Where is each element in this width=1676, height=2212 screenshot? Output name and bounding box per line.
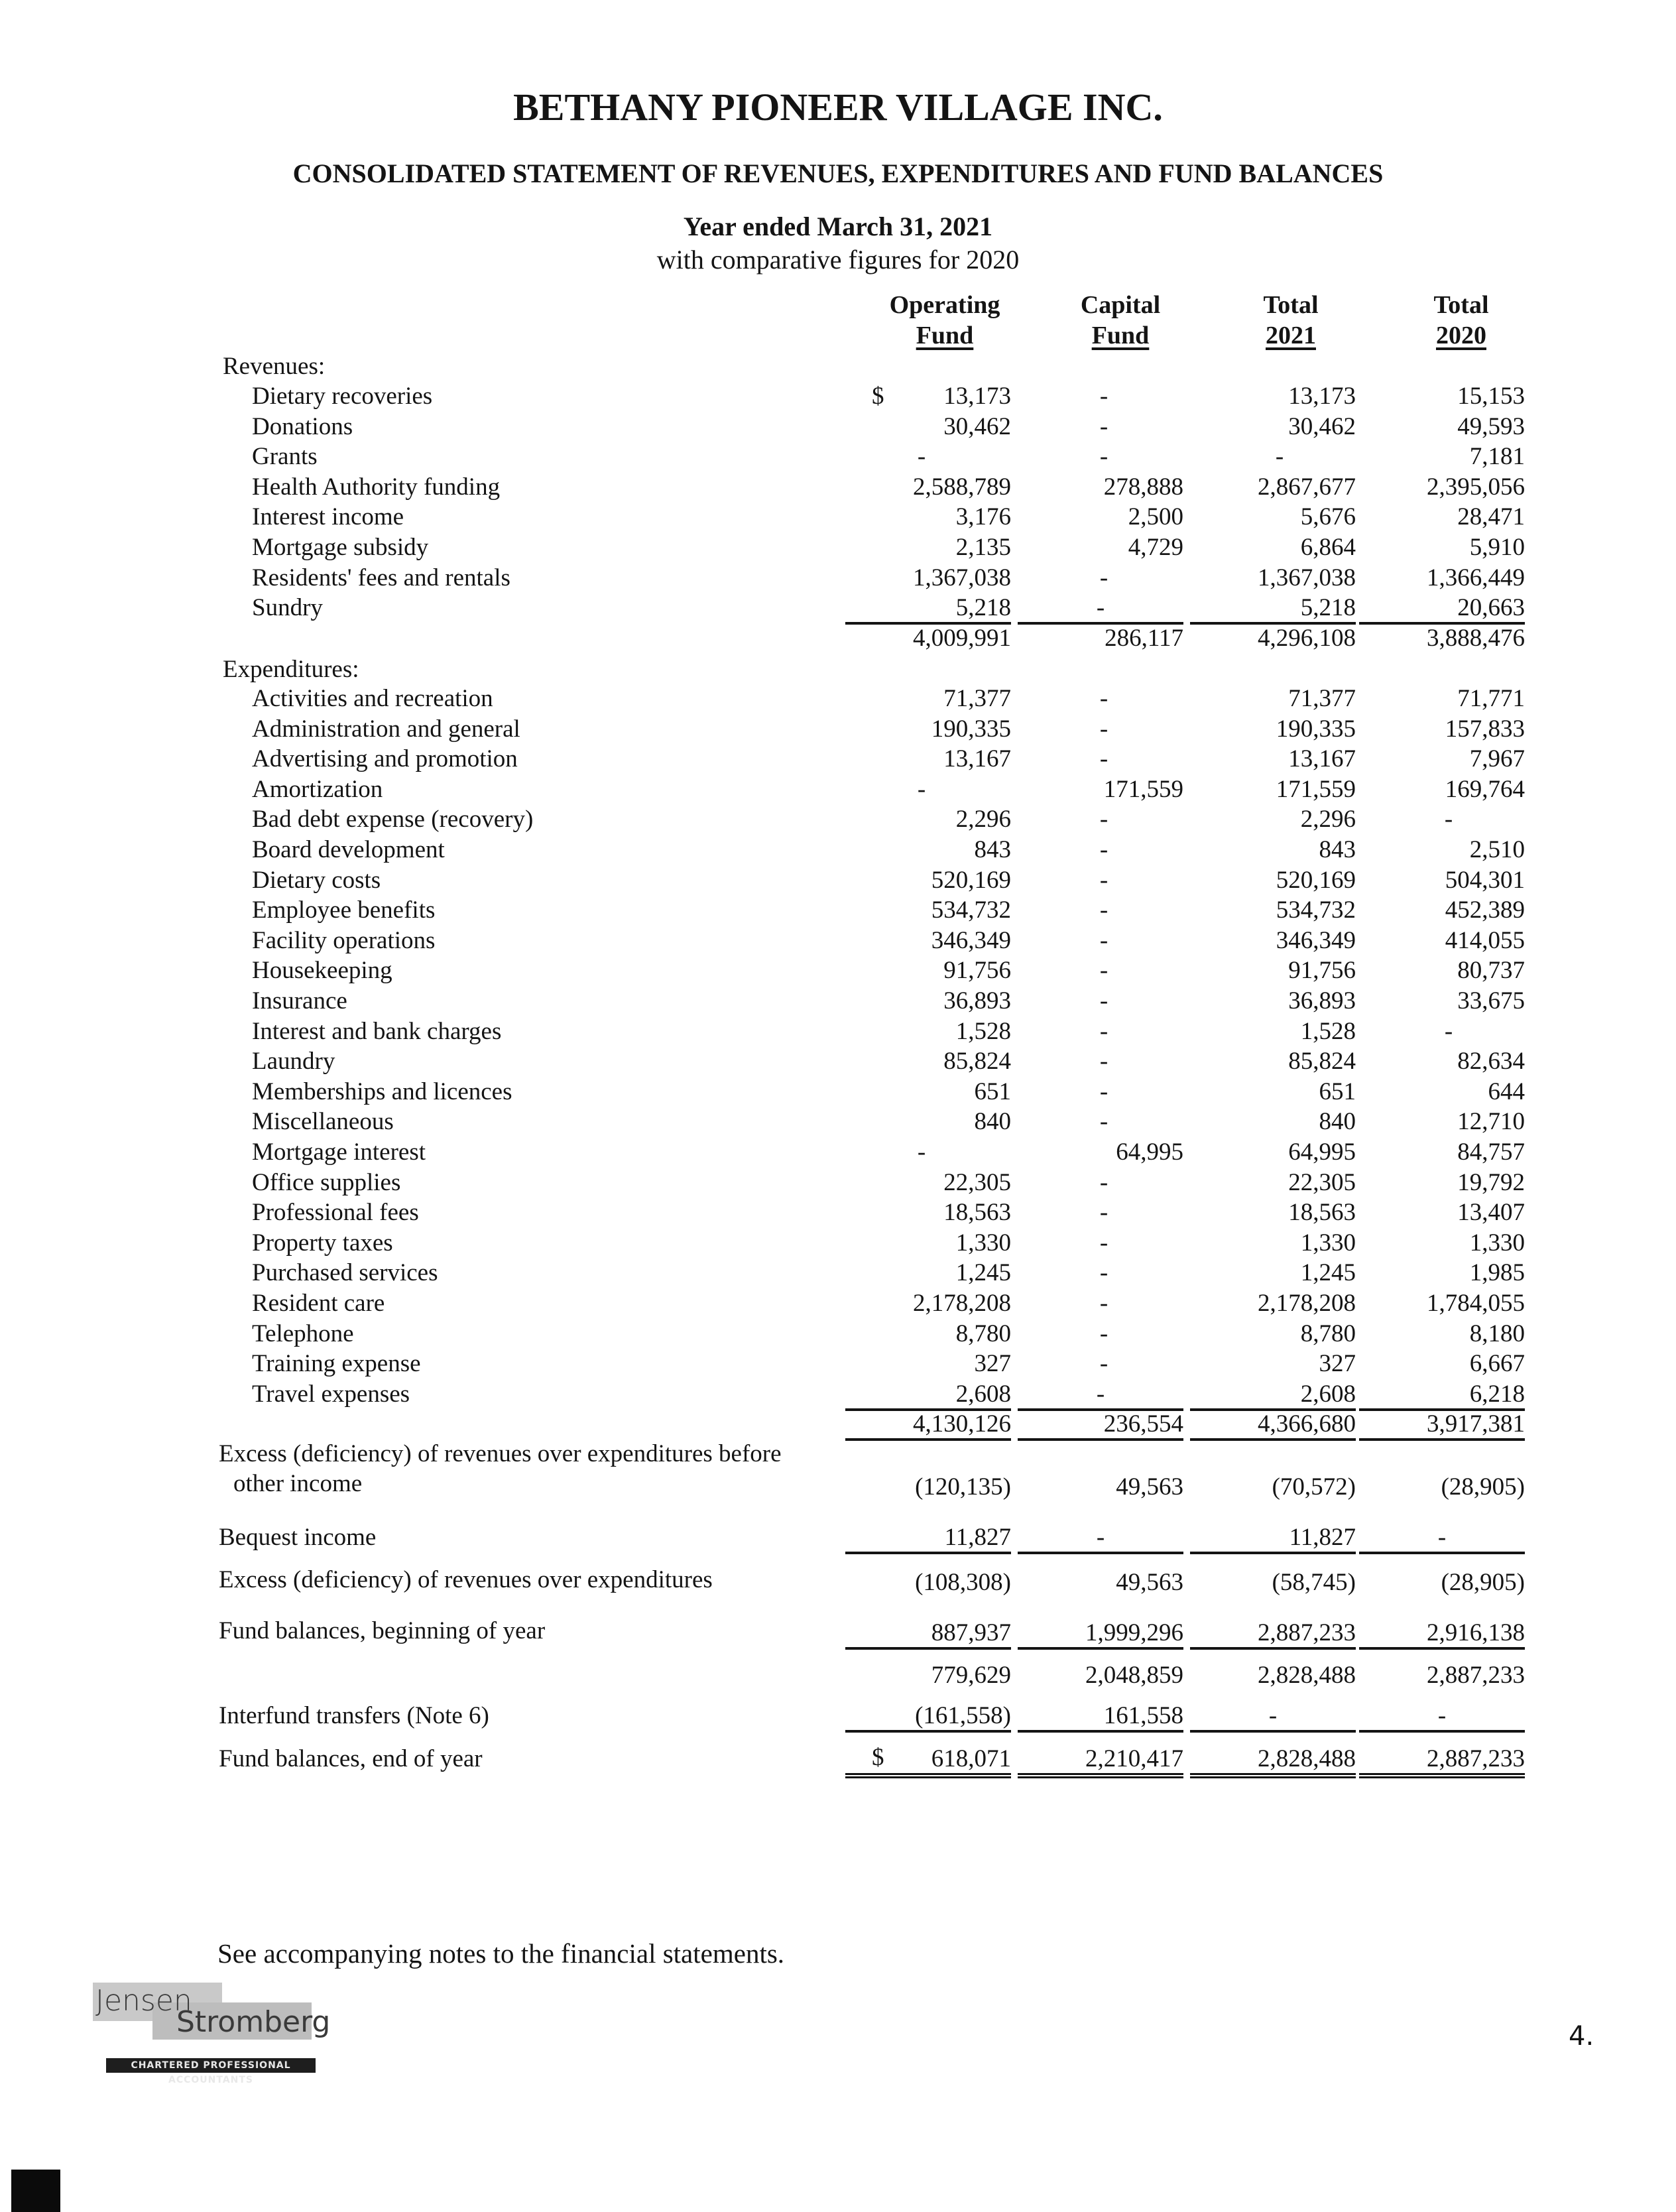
amount-cell: 1,330 — [955, 1229, 1011, 1257]
fund-balance-beginning-label: Fund balances, beginning of year — [219, 1617, 546, 1644]
column-header-line2: 2020 — [1436, 322, 1486, 349]
line-item-label: Laundry — [252, 1048, 335, 1075]
amount-cell: 4,729 — [1128, 534, 1183, 561]
excess-label: Excess (deficiency) of revenues over expenditures — [219, 1566, 713, 1593]
amount-cell: 534,732 — [1276, 896, 1356, 924]
amount-cell: 327 — [974, 1350, 1011, 1378]
line-item-label: Mortgage subsidy — [252, 534, 429, 561]
line-item-label: Activities and recreation — [252, 685, 493, 712]
amount-cell: - — [1359, 1522, 1525, 1554]
amount-cell: (108,308) — [915, 1569, 1011, 1596]
amount-cell: 2,916,138 — [1359, 1618, 1525, 1650]
amount-cell: 286,117 — [1105, 624, 1183, 652]
amount-cell: - — [1275, 443, 1284, 471]
section-heading-expenditures: Expenditures: — [223, 656, 359, 684]
amount-cell: 13,407 — [1457, 1199, 1525, 1227]
logo-word-stromberg: Stromberg — [176, 2005, 331, 2039]
amount-cell: 13,173 — [1288, 383, 1356, 410]
amount-cell: 4,296,108 — [1258, 624, 1356, 652]
logo-tagline: CHARTERED PROFESSIONAL ACCOUNTANTS — [106, 2058, 316, 2073]
line-item-label: Miscellaneous — [252, 1108, 394, 1136]
amount-cell: - — [1099, 1290, 1108, 1317]
line-item-label: Employee benefits — [252, 896, 436, 924]
excess-before-other-income-label: Excess (deficiency) of revenues over expenditures before — [219, 1440, 782, 1467]
amount-cell: 71,377 — [1288, 685, 1356, 712]
line-item-label: Housekeeping — [252, 957, 392, 985]
amount-cell: 15,153 — [1457, 383, 1525, 410]
amount-cell: 91,756 — [943, 957, 1011, 985]
amount-cell: 4,009,991 — [913, 624, 1011, 652]
amount-cell: 190,335 — [1276, 715, 1356, 743]
amount-cell: - — [1099, 957, 1108, 985]
amount-cell: 5,218 — [1190, 593, 1356, 625]
amount-cell: 8,780 — [955, 1320, 1011, 1347]
amount-cell: 843 — [1319, 836, 1356, 863]
amount-cell: (161,558) — [845, 1701, 1011, 1733]
amount-cell: 157,833 — [1445, 715, 1525, 743]
amount-cell: 618,071 — [845, 1744, 1011, 1778]
amount-cell: 2,510 — [1469, 836, 1525, 863]
amount-cell: 1,985 — [1469, 1259, 1525, 1287]
amount-cell: (28,905) — [1441, 1569, 1525, 1596]
amount-cell: 346,349 — [931, 926, 1011, 954]
amount-cell: 2,828,488 — [1258, 1662, 1356, 1689]
amount-cell: - — [1099, 926, 1108, 954]
amount-cell: 22,305 — [1288, 1168, 1356, 1196]
amount-cell: - — [917, 443, 926, 471]
amount-cell: 2,887,233 — [1190, 1618, 1356, 1650]
amount-cell: - — [1099, 1108, 1108, 1136]
amount-cell: 6,218 — [1359, 1379, 1525, 1411]
line-item-label: Amortization — [252, 775, 383, 803]
amount-cell: 7,181 — [1469, 443, 1525, 471]
scan-binding-mark — [11, 2170, 60, 2212]
amount-cell: 1,330 — [1469, 1229, 1525, 1257]
column-header-line2: Fund — [916, 322, 974, 349]
amount-cell: 171,559 — [1276, 775, 1356, 803]
amount-cell: 236,554 — [1018, 1409, 1183, 1441]
amount-cell: 11,827 — [1190, 1522, 1356, 1554]
amount-cell: 4,130,126 — [845, 1409, 1011, 1441]
line-item-label: Professional fees — [252, 1199, 419, 1227]
amount-cell: 651 — [974, 1077, 1011, 1105]
line-item-label: Office supplies — [252, 1168, 401, 1196]
amount-cell: 84,757 — [1457, 1138, 1525, 1166]
amount-cell: - — [1099, 1259, 1108, 1287]
amount-cell: 2,608 — [845, 1379, 1011, 1411]
column-header-line2: 2021 — [1266, 322, 1316, 349]
amount-cell: 520,169 — [931, 866, 1011, 894]
column-header-line2: Fund — [1091, 322, 1150, 349]
amount-cell: 1,367,038 — [913, 564, 1011, 591]
line-item-label: Interest income — [252, 503, 404, 531]
line-item-label: Bad debt expense (recovery) — [252, 806, 534, 833]
organization-name: BETHANY PIONEER VILLAGE INC. — [513, 86, 1163, 129]
amount-cell: - — [917, 1138, 926, 1166]
line-item-label: Mortgage interest — [252, 1138, 426, 1166]
amount-cell: 49,563 — [1116, 1473, 1183, 1501]
column-header-total-2021 — [1211, 290, 1370, 351]
amount-cell: - — [1099, 1199, 1108, 1227]
line-item-label: Residents' fees and rentals — [252, 564, 510, 591]
amount-cell: 30,462 — [1288, 412, 1356, 440]
amount-cell: 64,995 — [1288, 1138, 1356, 1166]
amount-cell: 85,824 — [943, 1048, 1011, 1075]
line-item-label: Facility operations — [252, 926, 436, 954]
line-item-label: Grants — [252, 443, 318, 471]
amount-cell: 2,867,677 — [1258, 473, 1356, 501]
amount-cell: - — [1099, 564, 1108, 591]
amount-cell: - — [1099, 1350, 1108, 1378]
line-item-label: Dietary recoveries — [252, 383, 433, 410]
amount-cell: 1,367,038 — [1258, 564, 1356, 591]
amount-cell: - — [1359, 1701, 1525, 1733]
column-header-total-2020 — [1382, 290, 1541, 351]
amount-cell: - — [1099, 1048, 1108, 1075]
line-item-label: Board development — [252, 836, 445, 863]
amount-cell: 85,824 — [1288, 1048, 1356, 1075]
amount-cell: 346,349 — [1276, 926, 1356, 954]
amount-cell: 1,528 — [955, 1017, 1011, 1045]
column-header-operating-fund — [865, 290, 1024, 351]
interfund-transfers-label: Interfund transfers (Note 6) — [219, 1702, 489, 1729]
fund-balance-end-label: Fund balances, end of year — [219, 1745, 483, 1772]
amount-cell: 452,389 — [1445, 896, 1525, 924]
amount-cell: 534,732 — [931, 896, 1011, 924]
amount-cell: 13,167 — [1288, 745, 1356, 773]
amount-cell: - — [1099, 1320, 1108, 1347]
line-item-label: Travel expenses — [252, 1380, 410, 1408]
amount-cell: 6,667 — [1469, 1350, 1525, 1378]
amount-cell: 3,917,381 — [1359, 1409, 1525, 1441]
amount-cell: 2,178,208 — [1258, 1290, 1356, 1317]
amount-cell: - — [1099, 866, 1108, 894]
firm-logo — [93, 1983, 331, 2039]
amount-cell: 5,910 — [1469, 534, 1525, 561]
amount-cell: 91,756 — [1288, 957, 1356, 985]
column-header-line1: Operating — [889, 291, 1000, 319]
amount-cell: 1,245 — [1300, 1259, 1356, 1287]
amount-cell: - — [1099, 412, 1108, 440]
amount-cell: 28,471 — [1457, 503, 1525, 531]
amount-cell: 2,296 — [955, 806, 1011, 833]
column-header-capital-fund — [1041, 290, 1200, 351]
amount-cell: 1,366,449 — [1427, 564, 1525, 591]
reporting-period: Year ended March 31, 2021 — [683, 212, 993, 241]
line-item-label: Sundry — [252, 594, 323, 622]
amount-cell: 36,893 — [943, 987, 1011, 1014]
line-item-label: Dietary costs — [252, 866, 381, 894]
amount-cell: - — [1099, 806, 1108, 833]
amount-cell: 6,864 — [1300, 534, 1356, 561]
amount-cell: - — [1099, 1168, 1108, 1196]
line-item-label: Donations — [252, 412, 353, 440]
amount-cell: 13,167 — [943, 745, 1011, 773]
line-item-label: Resident care — [252, 1290, 385, 1317]
currency-symbol: $ — [872, 383, 884, 410]
amount-cell: 2,608 — [1190, 1379, 1356, 1411]
amount-cell: 644 — [1488, 1077, 1525, 1105]
line-item-label: Property taxes — [252, 1229, 393, 1257]
footnote: See accompanying notes to the financial statements. — [217, 1938, 785, 1969]
amount-cell: 1,245 — [955, 1259, 1011, 1287]
amount-cell: - — [1099, 1017, 1108, 1045]
amount-cell: - — [1099, 685, 1108, 712]
amount-cell: - — [1099, 987, 1108, 1014]
amount-cell: 414,055 — [1445, 926, 1525, 954]
amount-cell: 2,395,056 — [1427, 473, 1525, 501]
amount-cell: (58,745) — [1272, 1569, 1356, 1596]
amount-cell: 2,887,233 — [1427, 1662, 1525, 1689]
amount-cell: 49,593 — [1457, 412, 1525, 440]
excess-before-other-income-label-cont: other income — [233, 1470, 363, 1497]
amount-cell: 8,180 — [1469, 1320, 1525, 1347]
amount-cell: 161,558 — [1018, 1701, 1183, 1733]
amount-cell: 12,710 — [1457, 1108, 1525, 1136]
amount-cell: 8,780 — [1300, 1320, 1356, 1347]
amount-cell: 36,893 — [1288, 987, 1356, 1014]
amount-cell: 2,135 — [955, 534, 1011, 561]
amount-cell: 20,663 — [1359, 593, 1525, 625]
amount-cell: 843 — [974, 836, 1011, 863]
amount-cell: 80,737 — [1457, 957, 1525, 985]
amount-cell: 18,563 — [1288, 1199, 1356, 1227]
amount-cell: 82,634 — [1457, 1048, 1525, 1075]
amount-cell: 2,588,789 — [913, 473, 1011, 501]
line-item-label: Telephone — [252, 1320, 354, 1347]
amount-cell: 190,335 — [931, 715, 1011, 743]
line-item-label: Administration and general — [252, 715, 520, 743]
amount-cell: 2,887,233 — [1359, 1744, 1525, 1778]
column-header-line1: Total — [1263, 291, 1319, 319]
amount-cell: 840 — [1319, 1108, 1356, 1136]
amount-cell: 71,771 — [1457, 685, 1525, 712]
line-item-label: Health Authority funding — [252, 473, 501, 501]
amount-cell: 327 — [1319, 1350, 1356, 1378]
amount-cell: 840 — [974, 1108, 1011, 1136]
logo-word-jensen: Jensen — [95, 1984, 192, 2018]
amount-cell: (70,572) — [1272, 1473, 1356, 1501]
amount-cell: 169,764 — [1445, 775, 1525, 803]
amount-cell: 64,995 — [1116, 1138, 1183, 1166]
amount-cell: - — [1444, 806, 1453, 833]
statement-title: CONSOLIDATED STATEMENT OF REVENUES, EXPENDITURES AND FUND BALANCES — [292, 158, 1384, 188]
line-item-label: Memberships and licences — [252, 1077, 512, 1105]
amount-cell: 22,305 — [943, 1168, 1011, 1196]
amount-cell: 2,828,488 — [1190, 1744, 1356, 1778]
amount-cell: 13,173 — [943, 383, 1011, 410]
amount-cell: 33,675 — [1457, 987, 1525, 1014]
amount-cell: 3,888,476 — [1427, 624, 1525, 652]
amount-cell: - — [1018, 593, 1183, 625]
amount-cell: 504,301 — [1445, 866, 1525, 894]
amount-cell: - — [1099, 443, 1108, 471]
amount-cell: 278,888 — [1103, 473, 1183, 501]
amount-cell: 779,629 — [931, 1662, 1011, 1689]
line-item-label: Purchased services — [252, 1259, 438, 1287]
comparative-note: with comparative figures for 2020 — [656, 245, 1020, 275]
line-item-label: Training expense — [252, 1350, 421, 1378]
amount-cell: - — [1099, 1229, 1108, 1257]
amount-cell: - — [1099, 896, 1108, 924]
amount-cell: 5,676 — [1300, 503, 1356, 531]
amount-cell: 7,967 — [1469, 745, 1525, 773]
amount-cell: 2,048,859 — [1085, 1662, 1183, 1689]
currency-symbol: $ — [872, 1744, 884, 1771]
line-item-label: Interest and bank charges — [252, 1017, 502, 1045]
amount-cell: - — [1099, 383, 1108, 410]
amount-cell: (28,905) — [1441, 1473, 1525, 1501]
amount-cell: 651 — [1319, 1077, 1356, 1105]
amount-cell: 5,218 — [845, 593, 1011, 625]
amount-cell: 49,563 — [1116, 1569, 1183, 1596]
amount-cell: - — [1099, 745, 1108, 773]
amount-cell: (120,135) — [915, 1473, 1011, 1501]
amount-cell: - — [1444, 1017, 1453, 1045]
amount-cell: 2,178,208 — [913, 1290, 1011, 1317]
amount-cell: 2,210,417 — [1018, 1744, 1183, 1778]
line-item-label: Insurance — [252, 987, 347, 1014]
amount-cell: 19,792 — [1457, 1168, 1525, 1196]
amount-cell: 18,563 — [943, 1199, 1011, 1227]
amount-cell: - — [1099, 1077, 1108, 1105]
amount-cell: 171,559 — [1103, 775, 1183, 803]
amount-cell: 3,176 — [955, 503, 1011, 531]
line-item-label: Advertising and promotion — [252, 745, 518, 773]
amount-cell: 30,462 — [943, 412, 1011, 440]
section-heading-revenues: Revenues: — [223, 353, 326, 380]
amount-cell: 1,330 — [1300, 1229, 1356, 1257]
amount-cell: - — [917, 775, 926, 803]
amount-cell: - — [1018, 1522, 1183, 1554]
amount-cell: 2,296 — [1300, 806, 1356, 833]
amount-cell: 1,999,296 — [1018, 1618, 1183, 1650]
amount-cell: 4,366,680 — [1190, 1409, 1356, 1441]
amount-cell: 71,377 — [943, 685, 1011, 712]
amount-cell: 1,784,055 — [1427, 1290, 1525, 1317]
bequest-income-label: Bequest income — [219, 1524, 377, 1551]
column-header-line1: Total — [1433, 291, 1489, 319]
amount-cell: 520,169 — [1276, 866, 1356, 894]
column-header-line1: Capital — [1080, 291, 1161, 319]
amount-cell: 11,827 — [845, 1522, 1011, 1554]
amount-cell: 2,500 — [1128, 503, 1183, 531]
amount-cell: 1,528 — [1300, 1017, 1356, 1045]
amount-cell: - — [1099, 715, 1108, 743]
amount-cell: - — [1018, 1379, 1183, 1411]
amount-cell: - — [1099, 836, 1108, 863]
amount-cell: - — [1190, 1701, 1356, 1733]
page-number: 4. — [1569, 2021, 1594, 2052]
amount-cell: 887,937 — [845, 1618, 1011, 1650]
